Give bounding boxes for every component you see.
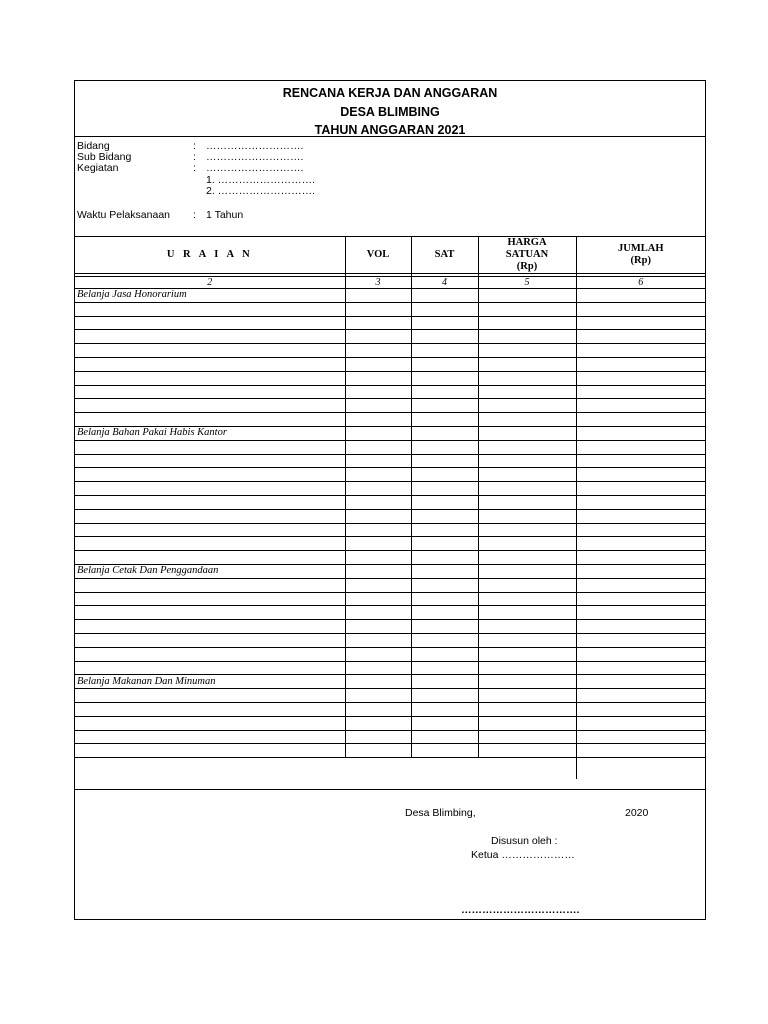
- table-row: [75, 647, 705, 661]
- table-cell: [75, 440, 345, 454]
- table-cell: [75, 482, 345, 496]
- table-cell: [75, 385, 345, 399]
- section-row: [75, 426, 705, 440]
- table-cell: [478, 399, 576, 413]
- table-cell: [411, 633, 478, 647]
- table-cell: [576, 468, 705, 482]
- colon: :: [193, 162, 196, 174]
- table-cell: [411, 647, 478, 661]
- table-cell: [345, 289, 411, 303]
- table-cell: [345, 454, 411, 468]
- table-cell: [345, 744, 411, 758]
- table-cell: [478, 633, 576, 647]
- table-cell: [75, 730, 345, 744]
- sub-bidang-label: Sub Bidang: [77, 151, 132, 163]
- table-cell: [576, 592, 705, 606]
- table-cell: [345, 689, 411, 703]
- table-cell: [75, 523, 345, 537]
- fiscal-year: TAHUN ANGGARAN 2021: [314, 123, 466, 137]
- table-cell: [345, 468, 411, 482]
- table-cell: [411, 482, 478, 496]
- table-row: [75, 730, 705, 744]
- table-cell: [411, 661, 478, 675]
- table-cell: [75, 371, 345, 385]
- table-row: [75, 578, 705, 592]
- table-cell: [345, 316, 411, 330]
- table-cell: [478, 716, 576, 730]
- table-cell: [345, 509, 411, 523]
- table-cell: [478, 606, 576, 620]
- table-cell: [478, 413, 576, 427]
- table-cell: [411, 564, 478, 578]
- table-cell: [345, 523, 411, 537]
- column-number-row: [75, 277, 705, 289]
- table-cell: [411, 385, 478, 399]
- table-cell: [75, 537, 345, 551]
- prepared-by-label: Disusun oleh :: [491, 835, 558, 847]
- table-cell: [345, 330, 411, 344]
- table-cell: [345, 675, 411, 689]
- header-jumlah-line1: JUMLAH: [618, 243, 664, 254]
- table-row: [75, 482, 705, 496]
- budget-form: [74, 80, 706, 920]
- table-cell: [75, 702, 345, 716]
- table-row: [75, 523, 705, 537]
- table-cell: [576, 385, 705, 399]
- table-cell: [576, 537, 705, 551]
- table-cell: [576, 689, 705, 703]
- table-row: [75, 661, 705, 675]
- table-cell: [345, 537, 411, 551]
- table-cell: [478, 385, 576, 399]
- table-cell: [576, 495, 705, 509]
- table-cell: [345, 633, 411, 647]
- table-cell: [478, 440, 576, 454]
- header-harga-line2: SATUAN: [505, 249, 549, 260]
- column-number: 6: [576, 277, 705, 289]
- table-cell: [75, 454, 345, 468]
- table-row: [75, 633, 705, 647]
- table-cell: [478, 661, 576, 675]
- table-cell: [576, 675, 705, 689]
- table-cell: [411, 289, 478, 303]
- table-cell: [478, 344, 576, 358]
- table-row: [75, 551, 705, 565]
- kegiatan-item-2: 2. ……………………….: [206, 185, 316, 197]
- table-cell: [478, 620, 576, 634]
- table-cell: [576, 330, 705, 344]
- kegiatan-row: [77, 162, 303, 174]
- table-row: [75, 357, 705, 371]
- table-row: [75, 468, 705, 482]
- table-cell: [411, 689, 478, 703]
- table-cell: [478, 482, 576, 496]
- table-cell: [75, 357, 345, 371]
- header-sat: SAT: [411, 237, 478, 274]
- table-row: [75, 689, 705, 703]
- table-cell: [576, 620, 705, 634]
- table-cell: [411, 592, 478, 606]
- section-row: [75, 675, 705, 689]
- table-cell: [411, 620, 478, 634]
- table-row: [75, 302, 705, 316]
- section-row: [75, 289, 705, 303]
- table-cell: [345, 716, 411, 730]
- table-cell: [411, 399, 478, 413]
- table-row: [75, 620, 705, 634]
- kegiatan-item-1: 1. ……………………….: [206, 174, 316, 186]
- section-label: Belanja Jasa Honorarium: [75, 289, 345, 303]
- place-label: Desa Blimbing,: [405, 807, 476, 819]
- table-cell: [345, 399, 411, 413]
- table-cell: [75, 592, 345, 606]
- waktu-row: [77, 209, 243, 221]
- table-cell: [576, 413, 705, 427]
- table-cell: [411, 509, 478, 523]
- year-label: 2020: [625, 807, 649, 819]
- table-cell: [75, 606, 345, 620]
- table-cell: [345, 661, 411, 675]
- table-cell: [75, 551, 345, 565]
- table-header-row: [75, 237, 705, 274]
- table-cell: [411, 730, 478, 744]
- signature-line: …………………………….: [461, 904, 580, 916]
- table-cell: [345, 606, 411, 620]
- table-cell: [411, 578, 478, 592]
- table-cell: [345, 730, 411, 744]
- table-cell: [478, 316, 576, 330]
- table-row: [75, 592, 705, 606]
- colon: :: [193, 151, 196, 163]
- table-row: [75, 413, 705, 427]
- table-row: [75, 716, 705, 730]
- waktu-value: 1 Tahun: [206, 209, 244, 221]
- waktu-label: Waktu Pelaksanaan: [77, 209, 170, 221]
- table-cell: [576, 289, 705, 303]
- kegiatan-label: Kegiatan: [77, 162, 119, 174]
- table-row: [75, 744, 705, 758]
- header-vol: VOL: [345, 237, 411, 274]
- table-cell: [345, 413, 411, 427]
- bidang-value: ……………………….: [206, 140, 304, 152]
- table-cell: [345, 371, 411, 385]
- table-row: [75, 537, 705, 551]
- table-cell: [576, 578, 705, 592]
- table-cell: [75, 689, 345, 703]
- table-row: [75, 440, 705, 454]
- table-cell: [478, 330, 576, 344]
- table-cell: [576, 482, 705, 496]
- table-cell: [411, 716, 478, 730]
- table-cell: [478, 730, 576, 744]
- table-cell: [75, 413, 345, 427]
- bidang-label: Bidang: [77, 140, 110, 152]
- table-cell: [411, 426, 478, 440]
- table-cell: [75, 302, 345, 316]
- column-number: 4: [411, 277, 478, 289]
- table-cell: [345, 495, 411, 509]
- table-cell: [75, 399, 345, 413]
- table-row: [75, 344, 705, 358]
- table-cell: [478, 426, 576, 440]
- section-label: Belanja Cetak Dan Penggandaan: [75, 564, 345, 578]
- table-cell: [411, 468, 478, 482]
- table-cell: [478, 744, 576, 758]
- table-cell: [478, 537, 576, 551]
- table-row: [75, 399, 705, 413]
- table-cell: [411, 675, 478, 689]
- table-cell: [411, 440, 478, 454]
- table-cell: [345, 482, 411, 496]
- table-cell: [345, 620, 411, 634]
- table-row: [75, 495, 705, 509]
- table-cell: [478, 509, 576, 523]
- table-cell: [576, 551, 705, 565]
- info-block: [75, 137, 705, 237]
- column-number: 5: [478, 277, 576, 289]
- table-cell: [576, 440, 705, 454]
- kegiatan-value: ……………………….: [206, 162, 304, 174]
- table-cell: [576, 702, 705, 716]
- table-row: [75, 509, 705, 523]
- total-row: [75, 758, 705, 780]
- table-cell: [576, 399, 705, 413]
- table-row: [75, 316, 705, 330]
- table-cell: [411, 371, 478, 385]
- table-cell: [75, 578, 345, 592]
- column-number: 2: [75, 277, 345, 289]
- table-cell: [75, 316, 345, 330]
- table-cell: [411, 454, 478, 468]
- table-cell: [478, 689, 576, 703]
- table-row: [75, 385, 705, 399]
- table-cell: [576, 716, 705, 730]
- table-cell: [345, 385, 411, 399]
- table-row: [75, 454, 705, 468]
- table-cell: [478, 564, 576, 578]
- table-cell: [478, 702, 576, 716]
- table-cell: [411, 551, 478, 565]
- table-cell: [345, 426, 411, 440]
- table-cell: [75, 495, 345, 509]
- table-row: [75, 371, 705, 385]
- total-label-cell: [75, 758, 576, 780]
- table-cell: [75, 744, 345, 758]
- table-cell: [576, 509, 705, 523]
- table-cell: [345, 357, 411, 371]
- table-cell: [75, 620, 345, 634]
- table-cell: [478, 302, 576, 316]
- table-cell: [75, 468, 345, 482]
- table-cell: [576, 357, 705, 371]
- table-cell: [576, 302, 705, 316]
- table-cell: [411, 606, 478, 620]
- table-cell: [345, 440, 411, 454]
- table-cell: [345, 551, 411, 565]
- table-cell: [576, 564, 705, 578]
- table-row: [75, 330, 705, 344]
- budget-table: [75, 237, 705, 779]
- table-cell: [345, 578, 411, 592]
- header-harga-line1: HARGA: [507, 237, 547, 248]
- document-title: RENCANA KERJA DAN ANGGARAN: [282, 86, 498, 100]
- table-cell: [478, 468, 576, 482]
- table-cell: [576, 730, 705, 744]
- table-cell: [576, 523, 705, 537]
- table-cell: [411, 344, 478, 358]
- signature-footer: [75, 789, 705, 919]
- table-cell: [576, 316, 705, 330]
- table-row: [75, 702, 705, 716]
- ketua-label: Ketua …………………: [471, 849, 575, 861]
- table-cell: [576, 454, 705, 468]
- table-cell: [478, 371, 576, 385]
- table-cell: [576, 661, 705, 675]
- table-cell: [478, 454, 576, 468]
- table-cell: [576, 344, 705, 358]
- table-cell: [345, 344, 411, 358]
- table-cell: [478, 551, 576, 565]
- table-cell: [411, 357, 478, 371]
- table-cell: [576, 426, 705, 440]
- table-cell: [75, 647, 345, 661]
- table-cell: [411, 702, 478, 716]
- sub-bidang-value: ……………………….: [206, 151, 304, 163]
- section-label: Belanja Bahan Pakai Habis Kantor: [75, 426, 345, 440]
- table-cell: [345, 647, 411, 661]
- table-cell: [411, 330, 478, 344]
- table-cell: [576, 371, 705, 385]
- header-uraian: U R A I A N: [75, 237, 345, 274]
- table-cell: [576, 647, 705, 661]
- header-harga-satuan: [478, 237, 576, 274]
- table-cell: [75, 661, 345, 675]
- table-cell: [478, 357, 576, 371]
- table-cell: [345, 564, 411, 578]
- section-row: [75, 564, 705, 578]
- table-cell: [478, 523, 576, 537]
- table-cell: [345, 592, 411, 606]
- column-number: 3: [345, 277, 411, 289]
- table-cell: [411, 316, 478, 330]
- table-cell: [478, 578, 576, 592]
- table-cell: [411, 744, 478, 758]
- total-value-cell: [576, 758, 705, 780]
- table-cell: [478, 675, 576, 689]
- colon: :: [193, 140, 196, 152]
- table-cell: [478, 495, 576, 509]
- title-block: [75, 81, 705, 137]
- table-cell: [411, 495, 478, 509]
- table-cell: [576, 633, 705, 647]
- table-cell: [411, 523, 478, 537]
- table-cell: [345, 702, 411, 716]
- table-cell: [75, 716, 345, 730]
- table-cell: [576, 606, 705, 620]
- section-label: Belanja Makanan Dan Minuman: [75, 675, 345, 689]
- header-jumlah: [576, 237, 705, 274]
- table-row: [75, 606, 705, 620]
- village-name: DESA BLIMBING: [340, 104, 440, 119]
- table-cell: [478, 289, 576, 303]
- table-cell: [478, 647, 576, 661]
- table-cell: [411, 302, 478, 316]
- table-cell: [576, 744, 705, 758]
- table-cell: [75, 509, 345, 523]
- table-cell: [411, 413, 478, 427]
- header-harga-line3: (Rp): [516, 261, 538, 272]
- header-jumlah-line2: (Rp): [630, 255, 651, 266]
- table-cell: [345, 302, 411, 316]
- table-cell: [478, 592, 576, 606]
- table-cell: [75, 344, 345, 358]
- table-cell: [75, 330, 345, 344]
- colon: :: [193, 209, 196, 221]
- table-cell: [75, 633, 345, 647]
- table-cell: [411, 537, 478, 551]
